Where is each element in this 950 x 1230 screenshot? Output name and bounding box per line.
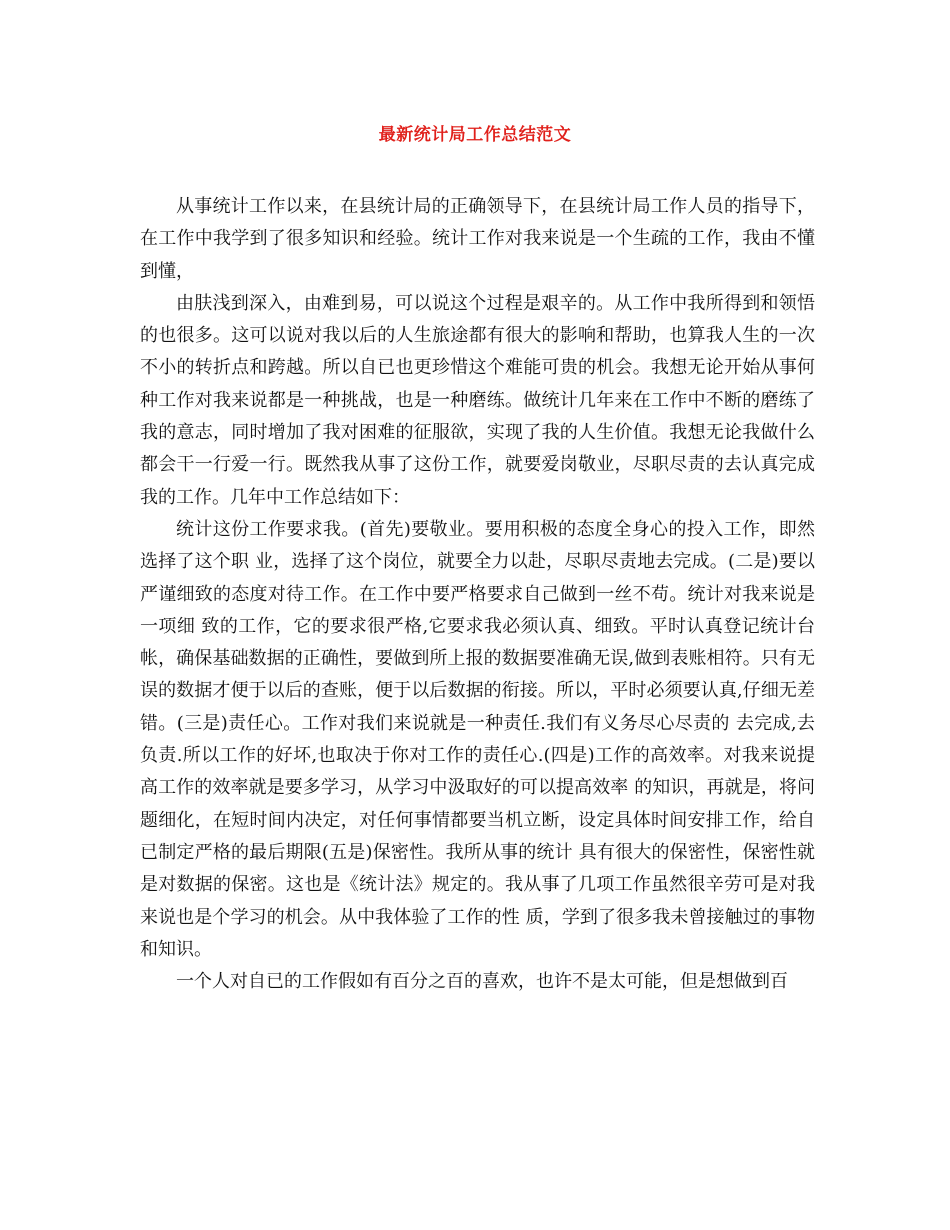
document-title: 最新统计局工作总结范文 bbox=[378, 125, 572, 145]
paragraph: 由肤浅到深入，由难到易，可以说这个过程是艰辛的。从工作中我所得到和领悟的也很多。这可以说对我以后的人生旅途都有很大的影响和帮助，也算我人生的一次不小的转折点和跨越。所以自已也更珍惜这个难能可贵的机会。我想无论开始从事何种工作对我来说都是一种挑战，也是一种磨练。做统计几年来在工作中不断的磨练了我的意志，同时增加了我对困难的征服欲，实现了我的人生价值。我想无论我做什么都会干一行爱一行。既然我从事了这份工作，就要爱岗敬业，尽职尽责的去认真完成我的工作。几年中工作总结如下： bbox=[140, 292, 815, 508]
paragraph: 统计这份工作要求我。(首先)要敬业。要用积极的态度全身心的投入工作，即然选择了这个职 业，选择了这个岗位，就要全力以赴，尽职尽责地去完成。(二是)要以严谨细致的态度对待工作。在工作中要严格要求自己做到一丝不苟。统计对我来说是一项细 致的工作，它的要求很严格,它要求我必须认真、细致。平时认真登记统计台帐，确保基础数据的正确性，要做到所上报的数据要准确无误,做到表账相符。只有无 误的数据才便于以后的查账，便于以后数据的衔接。所以，平时必须要认真,仔细无差错。(三是)责任心。工作对我们来说就是一种责任.我们有义务尽心尽责的 去完成,去负责.所以工作的好坏,也取决于你对工作的责任心.(四是)工作的高效率。对我来说提高工作的效率就是要多学习，从学习中汲取好的可以提高效率 的知识，再就是，将问题细化，在短时间内决定，对任何事情都要当机立断，设定具体时间安排工作，给自已制定严格的最后期限(五是)保密性。我所从事的统计 具有很大的保密性，保密性就是对数据的保密。这也是《统计法》规定的。我从事了几项工作虽然很辛劳可是对我来说也是个学习的机会。从中我体验了工作的性 质，学到了很多我未曾接触过的事物和知识。 bbox=[140, 518, 815, 960]
document-body bbox=[140, 191, 815, 998]
paragraph: 从事统计工作以来，在县统计局的正确领导下，在县统计局工作人员的指导下，在工作中我学到了很多知识和经验。统计工作对我来说是一个生疏的工作，我由不懂 到懂， bbox=[140, 196, 815, 282]
paragraph: 一个人对自已的工作假如有百分之百的喜欢，也许不是太可能，但是想做到百 bbox=[176, 971, 788, 993]
